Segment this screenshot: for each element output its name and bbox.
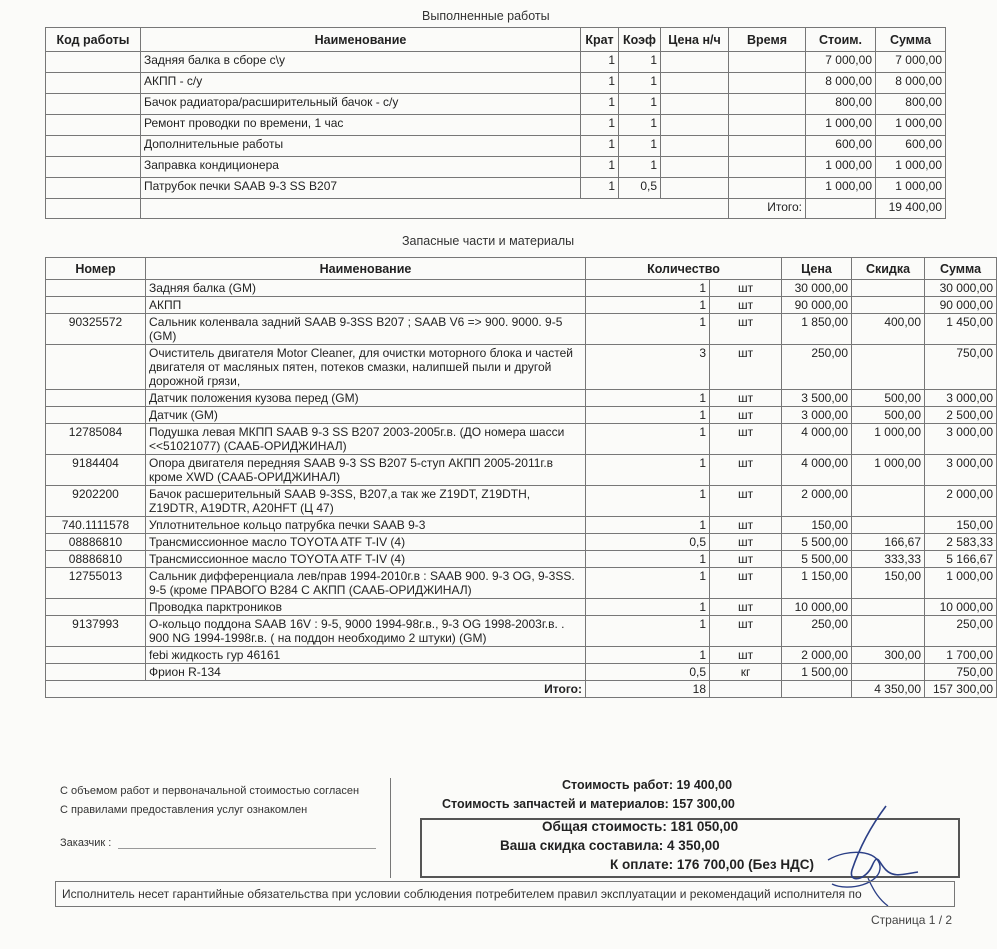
parts-cell-price: 150,00 [782, 517, 852, 534]
parts-cell-unit: шт [710, 345, 782, 390]
parts-cell-num: 12755013 [46, 568, 146, 599]
parts-total-empty [782, 681, 852, 698]
parts-cell-num [46, 407, 146, 424]
works-header-row [46, 28, 946, 52]
parts-cell-sum: 90 000,00 [925, 297, 997, 314]
works-header-cell: Цена н/ч [661, 28, 729, 52]
parts-cell-qty: 1 [586, 314, 710, 345]
agreement-divider [390, 778, 391, 878]
parts-row [46, 534, 997, 551]
warranty-note [55, 881, 955, 907]
works-header-cell: Крат [581, 28, 619, 52]
works-cell-name: Задняя балка в сборе с\у [141, 52, 581, 73]
parts-cell-qty: 1 [586, 568, 710, 599]
parts-cell-name: Датчик положения кузова перед (GM) [146, 390, 586, 407]
parts-row [46, 345, 997, 390]
parts-cell-disc [852, 616, 925, 647]
parts-cell-price: 1 500,00 [782, 664, 852, 681]
parts-cell-sum: 1 700,00 [925, 647, 997, 664]
works-cell-price [661, 52, 729, 73]
works-cell-code [46, 73, 141, 94]
works-cell-time [729, 94, 806, 115]
works-cell-krat: 1 [581, 157, 619, 178]
parts-header-cell: Сумма [925, 258, 997, 280]
works-cell-sum: 800,00 [876, 94, 946, 115]
works-total-empty [806, 199, 876, 219]
parts-cell-disc [852, 486, 925, 517]
parts-cell-qty: 1 [586, 390, 710, 407]
works-cell-cost: 1 000,00 [806, 178, 876, 199]
agreement-rules-text: С правилами предоставления услуг ознакомлен [60, 804, 308, 816]
parts-header-row [46, 258, 997, 280]
works-section-title: Выполненные работы [422, 9, 550, 23]
works-total-value: 19 400,00 [876, 199, 946, 219]
parts-cell-unit: кг [710, 664, 782, 681]
parts-cell-price: 2 000,00 [782, 647, 852, 664]
works-cell-name: Заправка кондиционера [141, 157, 581, 178]
parts-header-cell: Цена [782, 258, 852, 280]
parts-cell-name: Трансмиссионное масло TOYOTA ATF T-IV (4) [146, 551, 586, 568]
parts-row [46, 280, 997, 297]
parts-cell-unit: шт [710, 407, 782, 424]
parts-cell-unit: шт [710, 534, 782, 551]
parts-cell-sum: 10 000,00 [925, 599, 997, 616]
parts-cell-name: Бачок расшерительный SAAB 9-3SS, B207,а так же Z19DT, Z19DTH, Z19DTR, A19DTR, A20HFT (Ц 47) [146, 486, 586, 517]
parts-section-title: Запасные части и материалы [402, 234, 575, 248]
parts-cell-unit: шт [710, 390, 782, 407]
parts-header-cell: Количество [586, 258, 782, 280]
parts-cell-sum: 2 000,00 [925, 486, 997, 517]
parts-cell-name: Датчик (GM) [146, 407, 586, 424]
works-cell-code [46, 115, 141, 136]
parts-cell-qty: 1 [586, 297, 710, 314]
parts-cell-sum: 1 450,00 [925, 314, 997, 345]
works-cell-sum: 1 000,00 [876, 157, 946, 178]
parts-cell-unit: шт [710, 551, 782, 568]
works-cell-name: АКПП - с/у [141, 73, 581, 94]
parts-cell-qty: 1 [586, 616, 710, 647]
works-cell-sum: 1 000,00 [876, 178, 946, 199]
parts-cell-price: 10 000,00 [782, 599, 852, 616]
parts-cell-sum: 750,00 [925, 664, 997, 681]
parts-cell-qty: 1 [586, 424, 710, 455]
works-cell-krat: 1 [581, 115, 619, 136]
parts-row [46, 297, 997, 314]
works-total-label: Итого: [729, 199, 806, 219]
parts-cell-disc [852, 280, 925, 297]
works-cell-krat: 1 [581, 94, 619, 115]
parts-cell-unit: шт [710, 568, 782, 599]
parts-cell-sum: 30 000,00 [925, 280, 997, 297]
works-cell-sum: 7 000,00 [876, 52, 946, 73]
parts-cell-num: 08886810 [46, 551, 146, 568]
parts-cell-num [46, 297, 146, 314]
works-cell-cost: 600,00 [806, 136, 876, 157]
parts-header-cell: Скидка [852, 258, 925, 280]
parts-cell-qty: 1 [586, 647, 710, 664]
works-cell-price [661, 94, 729, 115]
parts-cell-price: 1 150,00 [782, 568, 852, 599]
parts-row [46, 455, 997, 486]
parts-total-sum: 157 300,00 [925, 681, 997, 698]
parts-cell-disc: 166,67 [852, 534, 925, 551]
parts-cell-price: 5 500,00 [782, 534, 852, 551]
works-cell-cost: 8 000,00 [806, 73, 876, 94]
parts-total-label: Итого: [46, 681, 586, 698]
parts-cell-qty: 1 [586, 407, 710, 424]
works-cost-summary: Стоимость работ: 19 400,00 [562, 778, 733, 792]
works-row [46, 73, 946, 94]
parts-cell-name: Очиститель двигателя Motor Cleaner, для очистки моторного блока и частей двигателя от масляных пятен, потеков смазки, налипшей пыли и другой дорожной грязи, [146, 345, 586, 390]
works-total-empty [141, 199, 729, 219]
parts-cell-price: 250,00 [782, 616, 852, 647]
works-cell-price [661, 73, 729, 94]
works-cell-code [46, 136, 141, 157]
works-cell-time [729, 73, 806, 94]
works-header-cell: Код работы [46, 28, 141, 52]
works-row [46, 136, 946, 157]
works-row [46, 178, 946, 199]
parts-cell-num: 90325572 [46, 314, 146, 345]
parts-row [46, 616, 997, 647]
works-header-cell: Стоим. [806, 28, 876, 52]
works-cell-koef: 0,5 [619, 178, 661, 199]
parts-row [46, 568, 997, 599]
works-cell-name: Ремонт проводки по времени, 1 час [141, 115, 581, 136]
works-cell-code [46, 94, 141, 115]
works-cell-code [46, 178, 141, 199]
works-cell-koef: 1 [619, 94, 661, 115]
works-cell-time [729, 157, 806, 178]
parts-cell-disc [852, 599, 925, 616]
parts-cell-sum: 2 500,00 [925, 407, 997, 424]
parts-row [46, 517, 997, 534]
works-header-cell: Время [729, 28, 806, 52]
parts-total-discount: 4 350,00 [852, 681, 925, 698]
parts-cell-name: Уплотнительное кольцо патрубка печки SAAB 9-3 [146, 517, 586, 534]
parts-cost-summary: Стоимость запчастей и материалов: 157 300,00 [442, 797, 735, 811]
parts-cell-unit: шт [710, 486, 782, 517]
works-cell-price [661, 157, 729, 178]
parts-cell-price: 1 850,00 [782, 314, 852, 345]
works-cell-krat: 1 [581, 73, 619, 94]
parts-cell-price: 3 500,00 [782, 390, 852, 407]
parts-cell-disc: 1 000,00 [852, 424, 925, 455]
parts-cell-num: 9202200 [46, 486, 146, 517]
discount-summary: Ваша скидка составила: 4 350,00 [500, 838, 720, 853]
parts-cell-price: 250,00 [782, 345, 852, 390]
parts-cell-sum: 3 000,00 [925, 390, 997, 407]
parts-row [46, 424, 997, 455]
parts-cell-sum: 5 166,67 [925, 551, 997, 568]
parts-cell-name: Трансмиссионное масло TOYOTA ATF T-IV (4) [146, 534, 586, 551]
parts-cell-disc: 400,00 [852, 314, 925, 345]
parts-row [46, 664, 997, 681]
works-cell-koef: 1 [619, 52, 661, 73]
parts-cell-num [46, 664, 146, 681]
parts-row [46, 551, 997, 568]
parts-table [45, 257, 997, 698]
parts-cell-disc: 500,00 [852, 407, 925, 424]
parts-cell-unit: шт [710, 517, 782, 534]
parts-cell-unit: шт [710, 647, 782, 664]
parts-row [46, 599, 997, 616]
parts-cell-sum: 3 000,00 [925, 455, 997, 486]
works-cell-sum: 8 000,00 [876, 73, 946, 94]
parts-cell-num [46, 647, 146, 664]
parts-cell-price: 3 000,00 [782, 407, 852, 424]
parts-cell-disc: 300,00 [852, 647, 925, 664]
parts-cell-sum: 250,00 [925, 616, 997, 647]
parts-total-qty: 18 [586, 681, 710, 698]
parts-total-row [46, 681, 997, 698]
parts-cell-qty: 1 [586, 486, 710, 517]
parts-row [46, 390, 997, 407]
parts-cell-disc [852, 345, 925, 390]
works-cell-name: Патрубок печки SAAB 9-3 SS B207 [141, 178, 581, 199]
parts-cell-name: febi жидкость гур 46161 [146, 647, 586, 664]
parts-cell-name: АКПП [146, 297, 586, 314]
parts-cell-name: Подушка левая МКПП SAAB 9-3 SS B207 2003-2005г.в. (ДО номера шасси <<51021077) (СААБ-ОРИДЖИНАЛ) [146, 424, 586, 455]
works-cell-sum: 600,00 [876, 136, 946, 157]
parts-row [46, 407, 997, 424]
parts-cell-unit: шт [710, 297, 782, 314]
works-cell-price [661, 136, 729, 157]
works-total-row [46, 199, 946, 219]
parts-header-cell: Наименование [146, 258, 586, 280]
parts-cell-qty: 1 [586, 599, 710, 616]
works-cell-code [46, 52, 141, 73]
works-header-cell: Сумма [876, 28, 946, 52]
parts-cell-name: Сальник дифференциала лев/прав 1994-2010г.в : SAAB 900. 9-3 OG, 9-3SS. 9-5 (кроме ПРАВОГО В284 С АКПП (СААБ-ОРИДЖИНАЛ) [146, 568, 586, 599]
works-cell-cost: 1 000,00 [806, 115, 876, 136]
parts-cell-num: 9184404 [46, 455, 146, 486]
page-number: Страница 1 / 2 [871, 913, 953, 927]
parts-cell-price: 5 500,00 [782, 551, 852, 568]
parts-cell-sum: 2 583,33 [925, 534, 997, 551]
parts-cell-num: 740.1111578 [46, 517, 146, 534]
customer-label: Заказчик : [60, 837, 112, 849]
works-cell-code [46, 157, 141, 178]
parts-cell-unit: шт [710, 424, 782, 455]
works-row [46, 115, 946, 136]
works-row [46, 94, 946, 115]
works-cell-time [729, 52, 806, 73]
parts-cell-qty: 0,5 [586, 664, 710, 681]
parts-cell-sum: 150,00 [925, 517, 997, 534]
parts-cell-qty: 0,5 [586, 534, 710, 551]
works-cell-price [661, 115, 729, 136]
works-cell-time [729, 136, 806, 157]
works-cell-name: Дополнительные работы [141, 136, 581, 157]
parts-cell-name: О-кольцо поддона SAAB 16V : 9-5, 9000 1994-98г.в., 9-3 OG 1998-2003г.в. . 900 NG 1994-1998г.в. ( на поддон необходимо 2 штуки) (GM) [146, 616, 586, 647]
parts-cell-unit: шт [710, 616, 782, 647]
warranty-text: Исполнитель несет гарантийные обязательства при условии соблюдения потребителем правил эксплуатации и рекомендаций исполнителя по [62, 887, 862, 901]
parts-cell-price: 30 000,00 [782, 280, 852, 297]
parts-cell-unit: шт [710, 280, 782, 297]
parts-cell-num [46, 599, 146, 616]
works-total-empty [46, 199, 141, 219]
works-cell-time [729, 178, 806, 199]
parts-cell-num [46, 280, 146, 297]
parts-cell-price: 2 000,00 [782, 486, 852, 517]
works-cell-cost: 7 000,00 [806, 52, 876, 73]
works-cell-cost: 800,00 [806, 94, 876, 115]
agreement-volume-text: С объемом работ и первоначальной стоимостью согласен [60, 785, 360, 797]
parts-cell-qty: 1 [586, 517, 710, 534]
works-cell-time [729, 115, 806, 136]
works-cell-price [661, 178, 729, 199]
parts-cell-name: Опора двигателя передняя SAAB 9-3 SS B207 5-ступ АКПП 2005-2011г.в кроме XWD (СААБ-ОРИДЖИНАЛ) [146, 455, 586, 486]
parts-row [46, 486, 997, 517]
works-cell-koef: 1 [619, 157, 661, 178]
parts-cell-disc: 500,00 [852, 390, 925, 407]
works-cell-sum: 1 000,00 [876, 115, 946, 136]
parts-header-cell: Номер [46, 258, 146, 280]
customer-signature-line [118, 848, 376, 849]
works-cell-cost: 1 000,00 [806, 157, 876, 178]
parts-cell-num: 12785084 [46, 424, 146, 455]
to-pay-summary: К оплате: 176 700,00 (Без НДС) [610, 857, 814, 872]
parts-cell-price: 4 000,00 [782, 455, 852, 486]
parts-cell-num [46, 345, 146, 390]
works-row [46, 157, 946, 178]
total-cost-summary: Общая стоимость: 181 050,00 [542, 819, 739, 834]
parts-cell-sum: 3 000,00 [925, 424, 997, 455]
parts-cell-num [46, 390, 146, 407]
works-header-cell: Наименование [141, 28, 581, 52]
works-cell-koef: 1 [619, 73, 661, 94]
parts-cell-qty: 3 [586, 345, 710, 390]
parts-cell-name: Сальник коленвала задний SAAB 9-3SS B207 ; SAAB V6 => 900. 9000. 9-5 (GM) [146, 314, 586, 345]
parts-cell-disc: 1 000,00 [852, 455, 925, 486]
parts-cell-disc [852, 297, 925, 314]
works-cell-koef: 1 [619, 136, 661, 157]
parts-row [46, 647, 997, 664]
parts-cell-price: 90 000,00 [782, 297, 852, 314]
parts-cell-disc: 150,00 [852, 568, 925, 599]
parts-cell-unit: шт [710, 599, 782, 616]
parts-cell-qty: 1 [586, 455, 710, 486]
parts-cell-name: Проводка парктроников [146, 599, 586, 616]
works-cell-krat: 1 [581, 178, 619, 199]
parts-cell-unit: шт [710, 455, 782, 486]
parts-cell-sum: 750,00 [925, 345, 997, 390]
works-cell-krat: 1 [581, 52, 619, 73]
parts-cell-qty: 1 [586, 280, 710, 297]
parts-cell-num: 9137993 [46, 616, 146, 647]
parts-cell-name: Задняя балка (GM) [146, 280, 586, 297]
works-row [46, 52, 946, 73]
parts-cell-price: 4 000,00 [782, 424, 852, 455]
works-cell-koef: 1 [619, 115, 661, 136]
parts-cell-disc [852, 664, 925, 681]
works-cell-name: Бачок радиатора/расширительный бачок - с/у [141, 94, 581, 115]
parts-cell-disc [852, 517, 925, 534]
parts-cell-num: 08886810 [46, 534, 146, 551]
works-header-cell: Коэф [619, 28, 661, 52]
parts-cell-qty: 1 [586, 551, 710, 568]
parts-total-empty [710, 681, 782, 698]
parts-cell-name: Фрион R-134 [146, 664, 586, 681]
parts-row [46, 314, 997, 345]
parts-cell-unit: шт [710, 314, 782, 345]
parts-cell-disc: 333,33 [852, 551, 925, 568]
parts-cell-sum: 1 000,00 [925, 568, 997, 599]
works-table [45, 27, 946, 219]
works-cell-krat: 1 [581, 136, 619, 157]
